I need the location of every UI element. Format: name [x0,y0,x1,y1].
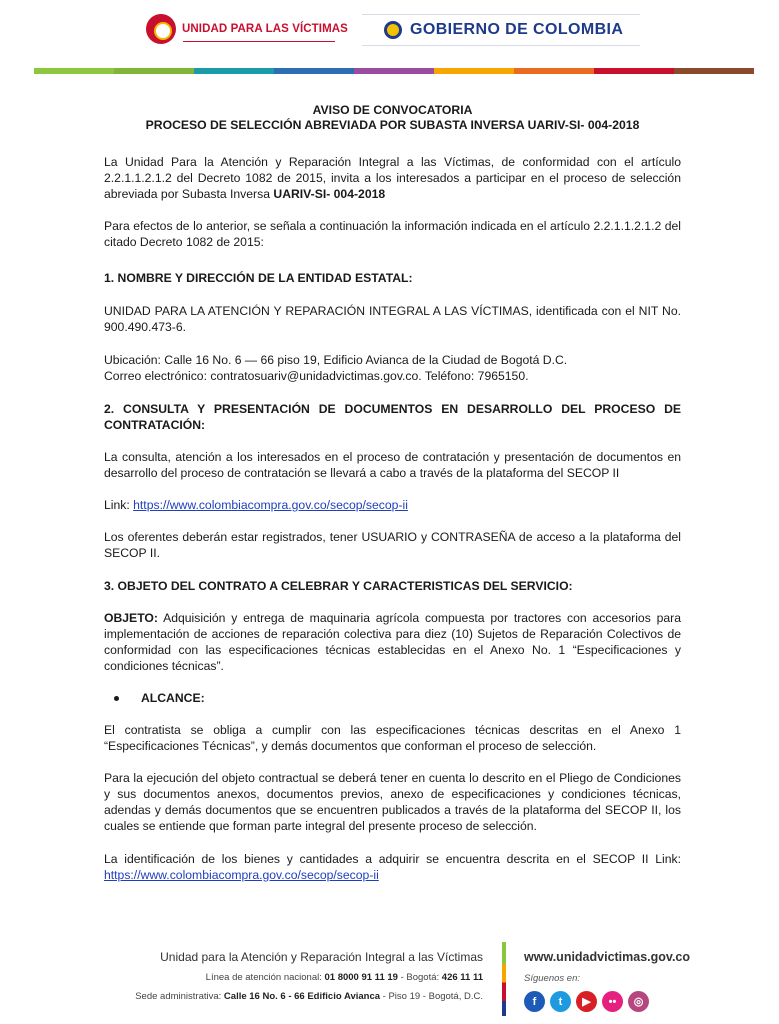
color-stripe-segment [354,68,434,74]
footer-follow-label: Síguenos en: [524,973,580,984]
identificacion-paragraph [104,851,681,883]
social-icons [524,991,690,1012]
government-logo[interactable] [362,14,640,46]
twitter-icon[interactable]: t [550,991,571,1012]
intro-text: La Unidad Para la Atención y Reparación Integral a las Víctimas, de conformidad con el artículo 2.2.1.1.2.1.2 del Decreto 1082 de 2015, invita a los interesados a participar en el proceso de selección abreviada por Subasta Inversa [104,155,681,201]
objeto-paragraph [104,610,681,674]
instagram-icon[interactable]: ◎ [628,991,649,1012]
footer-website[interactable]: www.unidadvictimas.gov.co [524,950,691,964]
uariv-logo[interactable] [146,14,348,44]
contact-line: Correo electrónico: contratosuariv@unidadvictimas.gov.co. Teléfono: 7965150. [104,369,529,383]
footer-hq-rest: - Piso 19 - Bogotá, D.C. [380,991,483,1002]
consulta-paragraph: La consulta, atención a los interesados en el proceso de contratación y presentación de documentos en desarrollo del proceso de contratación se llevará a cabo a través de la plataforma del SECOP II [104,450,681,480]
footer-bogota-label: - Bogotá: [397,972,442,983]
entity-paragraph: UNIDAD PARA LA ATENCIÓN Y REPARACIÓN INTEGRAL A LAS VÍCTIMAS, identificada con el NIT No. 900.490.473-6. [104,304,681,334]
intro-paragraph [104,154,681,202]
color-stripe [34,68,754,74]
footer-divider [502,942,506,1016]
registration-paragraph: Los oferentes deberán estar registrados, tener USUARIO y CONTRASEÑA de acceso a la plataforma del SECOP II. [104,530,681,560]
footer-web [524,950,690,1012]
color-stripe-segment [114,68,194,74]
ejecucion-paragraph: Para la ejecución del objeto contractual se deberá tener en cuenta lo descrito en el Pliego de Condiciones y sus documentos anexos, documentos previos, anexo de especificaciones y condiciones técnicas, adendas y demás documentos que se encuentren publicados a través de la plataforma del SECOP II, los cuales se entiende que forman parte integral del presente proceso de selección. [104,771,681,833]
footer-hq-line [135,991,483,1002]
color-stripe-segment [194,68,274,74]
footer-phone-line [135,972,483,983]
section-1-heading: 1. NOMBRE Y DIRECCIÓN DE LA ENTIDAD ESTATAL: [104,271,413,285]
uariv-logo-text: UNIDAD PARA LAS VÍCTIMAS [182,23,348,35]
page-header [0,0,779,80]
identificacion-text: La identificación de los bienes y cantidades a adquirir se encuentra descrita en el SECOP II Link: [104,852,681,866]
section-2-heading: 2. CONSULTA Y PRESENTACIÓN DE DOCUMENTOS EN DESARROLLO DEL PROCESO DE CONTRATACIÓN: [104,402,681,432]
bullet-icon [114,696,119,701]
footer-contact [135,950,483,1002]
uariv-underline [183,41,335,42]
footer-line-number: 01 8000 91 11 19 [324,972,398,983]
process-code: UARIV-SI- 004-2018 [273,187,386,201]
colombia-seal-icon [384,21,402,39]
color-stripe-segment [34,68,114,74]
secop-link-2[interactable]: https://www.colombiacompra.gov.co/secop/secop-ii [104,868,379,882]
doc-title-1: AVISO DE CONVOCATORIA [312,103,473,117]
government-logo-text: GOBIERNO DE COLOMBIA [410,21,624,38]
section-3-heading: 3. OBJETO DEL CONTRATO A CELEBRAR Y CARACTERISTICAS DEL SERVICIO: [104,579,573,593]
footer-entity-name: Unidad para la Atención y Reparación Integral a las Víctimas [160,950,483,964]
footer-hq-address: Calle 16 No. 6 - 66 Edificio Avianca [223,991,381,1002]
document-body [104,103,681,883]
objeto-text: Adquisición y entrega de maquinaria agrícola compuesta por tractores con accesorios para implementación de acciones de reparación colectiva para diez (10) Sujetos de Reparación Colectivos de conformidad con las especificaciones técnicas establecidas en el Anexo No. 1 “Especificaciones y condiciones técnicas”. [104,611,681,673]
color-stripe-segment [514,68,594,74]
alcance-paragraph: El contratista se obliga a cumplir con las especificaciones técnicas descritas en el Anexo 1 “Especificaciones Técnicas”, y demás documentos que conforman el proceso de selección. [104,723,681,753]
footer-line-label: Línea de atención nacional: [205,972,325,983]
link-label: Link: [104,498,134,512]
color-stripe-segment [274,68,354,74]
color-stripe-segment [434,68,514,74]
flickr-icon[interactable]: •• [602,991,623,1012]
objeto-label: OBJETO: [104,611,158,625]
secop-link[interactable]: https://www.colombiacompra.gov.co/secop/secop-ii [133,498,408,512]
alcance-bullet [104,690,681,706]
para-efectos: Para efectos de lo anterior, se señala a continuación la información indicada en el artículo 2.2.1.1.2.1.2 del citado Decreto 1082 de 2015: [104,219,681,249]
location-line: Ubicación: Calle 16 No. 6 — 66 piso 19, Edificio Avianca de la Ciudad de Bogotá D.C. [104,353,568,367]
footer-bogota-number: 426 11 11 [441,972,483,983]
color-stripe-segment [674,68,754,74]
youtube-icon[interactable]: ▶ [576,991,597,1012]
secop-link-line [104,497,681,513]
color-stripe-segment [594,68,674,74]
doc-title-2: PROCESO DE SELECCIÓN ABREVIADA POR SUBASTA INVERSA UARIV-SI- 004-2018 [145,118,640,132]
uariv-seal-icon [146,14,176,44]
footer-hq-label: Sede administrativa: [135,991,224,1002]
facebook-icon[interactable]: f [524,991,545,1012]
alcance-heading: ALCANCE: [141,691,205,705]
